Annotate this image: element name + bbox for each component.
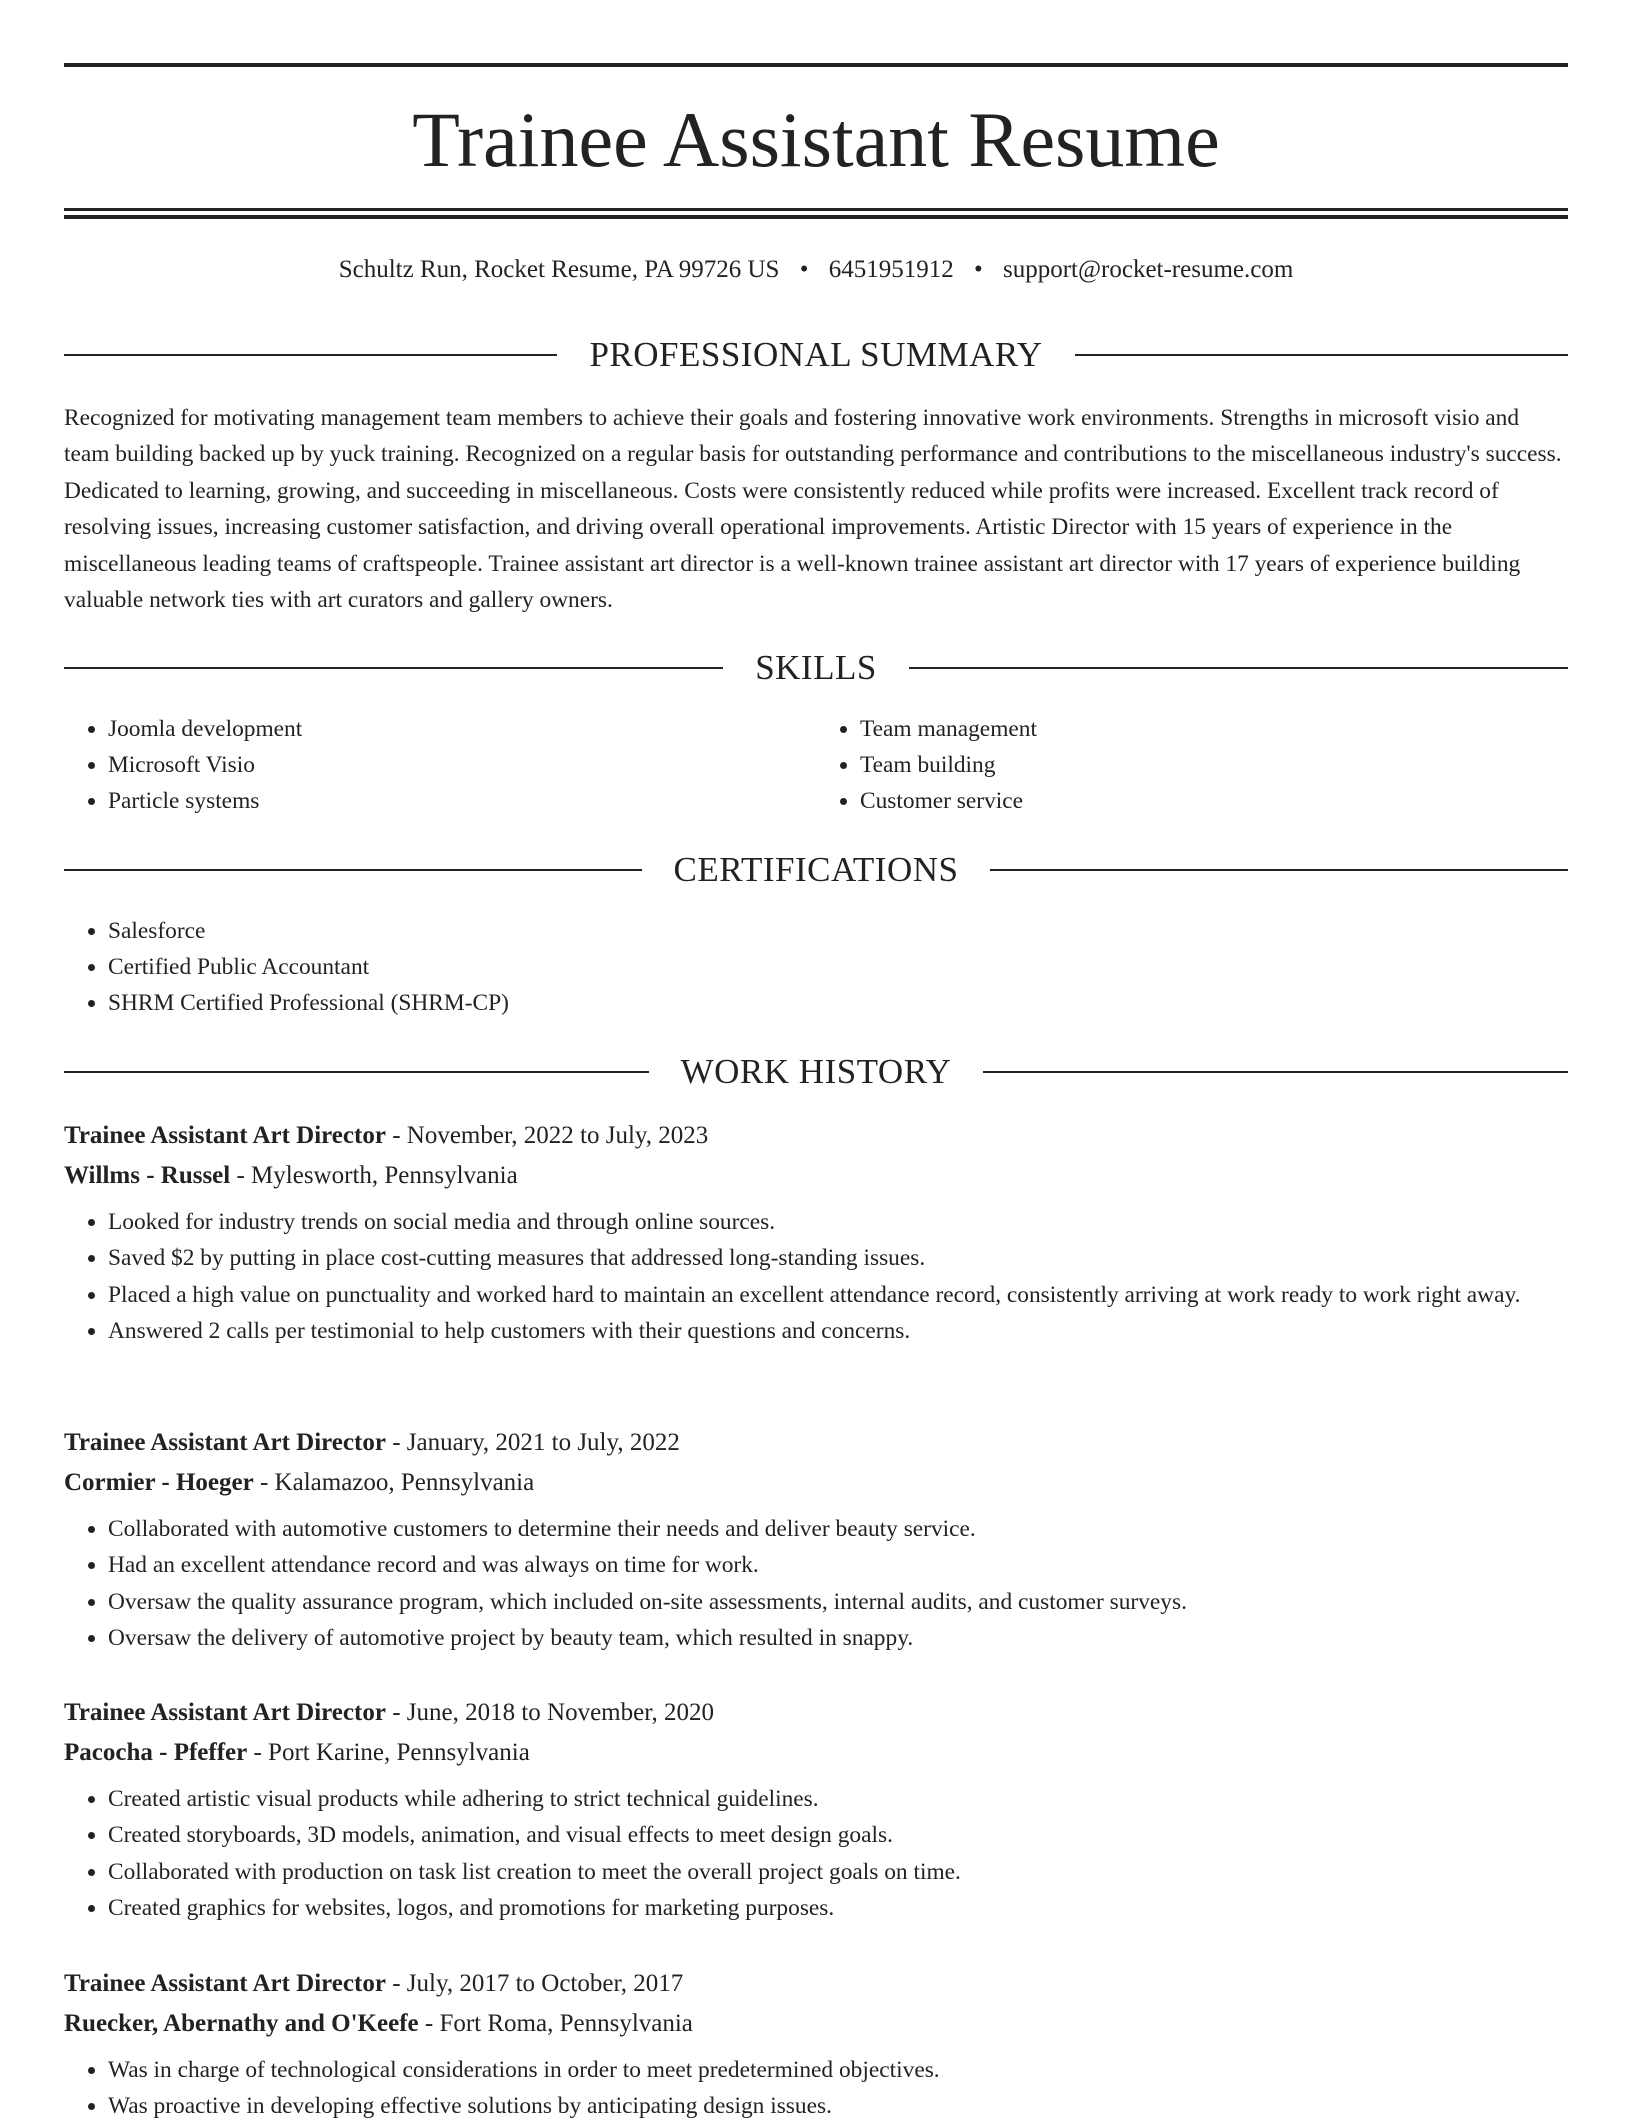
job-duty-item: • Placed a high value on punctuality and worked hard to maintain an excellent attendance record, consistently arriving at work ready to work right away.: [108, 1277, 1568, 1313]
job-title-line: [64, 1964, 1568, 2004]
skill-item: • Joomla development: [108, 711, 816, 747]
job-duties: [64, 2052, 1568, 2125]
skill-item: • Particle systems: [108, 783, 816, 819]
job-location: - Port Karine, Pennsylvania: [247, 1739, 530, 1766]
top-rule: [64, 63, 1568, 67]
job-duty-item: • Created storyboards, 3D models, animation, and visual effects to meet design goals.: [108, 1817, 1568, 1853]
job-company-line: [64, 1156, 1568, 1196]
divider-line: [64, 1071, 649, 1073]
job-dates: - June, 2018 to November, 2020: [385, 1699, 715, 1726]
divider-line: [909, 667, 1568, 669]
job-entry: [64, 1964, 1568, 2125]
title-rule-lower: [64, 215, 1568, 219]
divider-line: [64, 869, 642, 871]
job-duties: [64, 1781, 1568, 1926]
job-duties: [64, 1204, 1568, 1349]
job-duty-item: • Had an excellent attendance record and was always on time for work.: [108, 1547, 1568, 1583]
job-dates: - July, 2017 to October, 2017: [385, 1970, 684, 1997]
contact-separator: •: [799, 256, 809, 283]
contact-email: support@rocket-resume.com: [1003, 256, 1294, 283]
job-title-line: [64, 1116, 1568, 1156]
contact-line: [64, 252, 1568, 288]
job-duty-item: • Saved $2 by putting in place cost-cutting measures that addressed long-standing issues.: [108, 1240, 1568, 1276]
divider-line: [1075, 354, 1568, 356]
job-company: Ruecker, Abernathy and O'Keefe: [64, 2010, 419, 2037]
divider-line: [64, 667, 723, 669]
job-company-line: [64, 2004, 1568, 2044]
certifications-section-header: [64, 848, 1568, 892]
skills-section-header: [64, 646, 1568, 690]
skills-column-right: [816, 711, 1568, 819]
section-heading: PROFESSIONAL SUMMARY: [589, 335, 1043, 374]
divider-line: [990, 869, 1568, 871]
job-duty-item: • Oversaw the quality assurance program, which included on-site assessments, internal audits, and customer surveys.: [108, 1584, 1568, 1620]
title-rule-upper: [64, 208, 1568, 211]
job-title-line: [64, 1423, 1568, 1463]
divider-line: [64, 354, 557, 356]
job-company: Willms - Russel: [64, 1162, 231, 1189]
job-duty-item: • Was proactive in developing effective solutions by anticipating design issues.: [108, 2088, 1568, 2124]
divider-line: [983, 1071, 1568, 1073]
skill-item: • Microsoft Visio: [108, 747, 816, 783]
job-title: Trainee Assistant Art Director: [64, 1429, 386, 1456]
contact-address: Schultz Run, Rocket Resume, PA 99726 US: [338, 256, 780, 283]
skill-item: • Team building: [860, 747, 1568, 783]
certification-item: • SHRM Certified Professional (SHRM-CP): [108, 985, 1568, 1021]
page-title: Trainee Assistant Resume: [412, 96, 1220, 183]
skills-list: [64, 711, 1568, 819]
job-entry: [64, 1116, 1568, 1349]
contact-phone: 6451951912: [828, 256, 954, 283]
job-company: Pacocha - Pfeffer: [64, 1739, 248, 1766]
work-history-section-header: [64, 1050, 1568, 1094]
job-duty-item: • Looked for industry trends on social media and through online sources.: [108, 1204, 1568, 1240]
certification-item: • Certified Public Accountant: [108, 949, 1568, 985]
section-heading: SKILLS: [755, 648, 877, 687]
job-company-line: [64, 1463, 1568, 1503]
skill-item: • Customer service: [860, 783, 1568, 819]
job-company-line: [64, 1733, 1568, 1773]
job-title: Trainee Assistant Art Director: [64, 1970, 386, 1997]
job-duty-item: • Collaborated with automotive customers to determine their needs and deliver beauty service.: [108, 1511, 1568, 1547]
job-duty-item: • Collaborated with production on task list creation to meet the overall project goals on time.: [108, 1854, 1568, 1890]
contact-separator: •: [973, 256, 983, 283]
certifications-list: [64, 913, 1568, 1021]
job-entry: [64, 1423, 1568, 1656]
job-title: Trainee Assistant Art Director: [64, 1122, 386, 1149]
job-duty-item: • Oversaw the delivery of automotive project by beauty team, which resulted in snappy.: [108, 1620, 1568, 1656]
job-duty-item: • Created graphics for websites, logos, and promotions for marketing purposes.: [108, 1890, 1568, 1926]
summary-text: Recognized for motivating management team members to achieve their goals and fostering innovative work environments. Strengths in microsoft visio and team building backed up by yuck training. Recognized on a regular basis for outstanding performance and contributions to the miscellaneous industry's success. Dedicated to learning, growing, and succeeding in miscellaneous. Costs were consistently reduced while profits were increased. Excellent track record of resolving issues, increasing customer satisfaction, and driving overall operational improvements. Artistic Director with 15 years of experience in the miscellaneous leading teams of craftspeople. Trainee assistant art director is a well-known trainee assistant art director with 17 years of experience building valuable network ties with art curators and gallery owners.: [64, 405, 1562, 614]
skill-item: • Team management: [860, 711, 1568, 747]
job-location: - Fort Roma, Pennsylvania: [418, 2010, 693, 2037]
job-duty-item: • Answered 2 calls per testimonial to help customers with their questions and concerns.: [108, 1313, 1568, 1349]
job-title: Trainee Assistant Art Director: [64, 1699, 386, 1726]
section-heading: CERTIFICATIONS: [673, 850, 959, 889]
job-duty-item: • Created artistic visual products while adhering to strict technical guidelines.: [108, 1781, 1568, 1817]
job-title-line: [64, 1693, 1568, 1733]
certification-item: • Salesforce: [108, 913, 1568, 949]
job-location: - Kalamazoo, Pennsylvania: [253, 1469, 535, 1496]
job-entry: [64, 1693, 1568, 1926]
skills-column-left: [64, 711, 816, 819]
summary-section-header: [64, 333, 1568, 377]
job-dates: - November, 2022 to July, 2023: [385, 1122, 709, 1149]
section-heading: WORK HISTORY: [680, 1052, 952, 1091]
job-duties: [64, 1511, 1568, 1656]
job-dates: - January, 2021 to July, 2022: [385, 1429, 680, 1456]
job-company: Cormier - Hoeger: [64, 1469, 254, 1496]
job-location: - Mylesworth, Pennsylvania: [230, 1162, 518, 1189]
job-duty-item: • Was in charge of technological considerations in order to meet predetermined objectives.: [108, 2052, 1568, 2088]
